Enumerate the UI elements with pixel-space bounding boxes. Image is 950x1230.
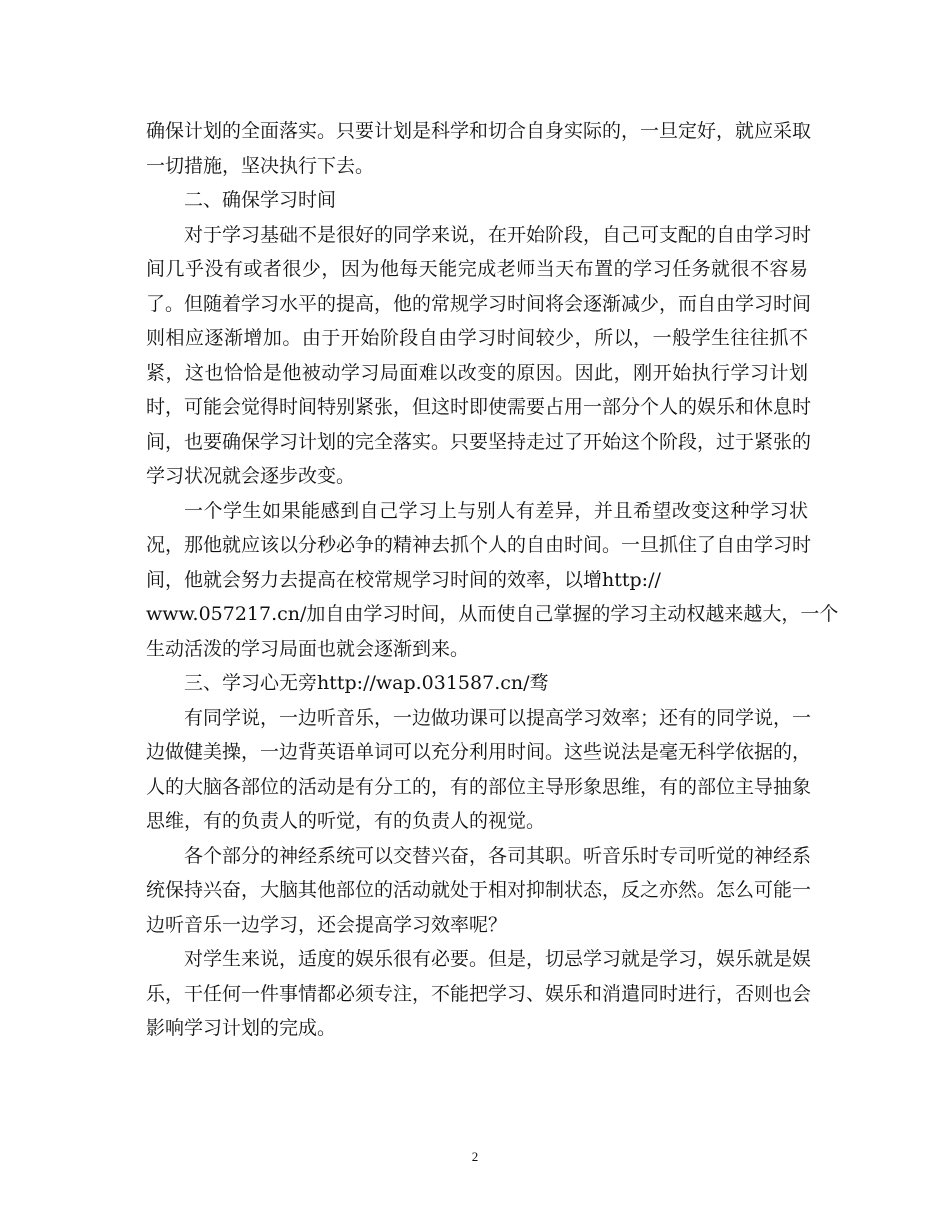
text-line: 间，他就会努力去提高在校常规学习时间的效率，以增http:// [146,568,661,591]
text-line: 了。但随着学习水平的提高，他的常规学习时间将会逐渐减少，而自由学习时间 [146,292,812,315]
text-line: 一切措施，坚决执行下去。 [146,154,375,177]
text-line: 确保计划的全面落实。只要计划是科学和切合自身实际的，一旦定好，就应采取 [146,120,812,142]
text-line: 各个部分的神经系统可以交替兴奋，各司其职。听音乐时专司听觉的神经系 [184,844,812,867]
text-line: 紧，这也恰恰是他被动学习局面难以改变的原因。因此，刚开始执行学习计划 [146,361,808,384]
text-line: 影响学习计划的完成。 [146,1017,337,1039]
text-line: 乐，干任何一件事情都必须专注，不能把学习、娱乐和消遣同时进行，否则也会 [146,982,812,1005]
text-line: www.057217.cn/加自由学习时间，从而使自己掌握的学习主动权越来越大，一个 [146,603,839,625]
text-line: 人的大脑各部位的活动是有分工的，有的部位主导形象思维，有的部位主导抽象 [146,775,812,798]
text-line: 生动活泼的学习局面也就会逐渐到来。 [146,637,470,660]
text-line: 对学生来说，适度的娱乐很有必要。但是，切忌学习就是学习，娱乐就是娱 [184,948,812,970]
text-line: 一个学生如果能感到自己学习上与别人有差异，并且希望改变这种学习状 [184,499,808,522]
text-line: 况，那他就应该以分秒必争的精神去抓个人的自由时间。一旦抓住了自由学习时 [146,534,812,556]
text-line: 学习状况就会逐步改变。 [146,465,356,487]
text-line: 间几乎没有或者很少，因为他每天能完成老师当天布置的学习任务就很不容易 [146,258,808,280]
text-line: 三、学习心无旁http://wap.031587.cn/骛 [184,672,549,694]
text-line: 有同学说，一边听音乐，一边做功课可以提高学习效率；还有的同学说，一 [184,706,812,729]
text-line: 思维，有的负责人的听觉，有的负责人的视觉。 [146,810,546,832]
page-number: 2 [471,1149,479,1164]
text-line: 统保持兴奋，大脑其他部位的活动就处于相对抑制状态，反之亦然。怎么可能一 [146,879,812,901]
text-line: 边听音乐一边学习，还会提高学习效率呢？ [146,913,508,936]
text-line: 时，可能会觉得时间特别紧张，但这时即使需要占用一部分个人的娱乐和休息时 [146,396,812,418]
text-line: 间，也要确保学习计划的完全落实。只要坚持走过了开始这个阶段，过于紧张的 [146,430,812,453]
text-line: 二、确保学习时间 [184,189,337,211]
text-line: 边做健美操，一边背英语单词可以充分利用时间。这些说法是毫无科学依据的， [146,741,812,763]
text-line: 则相应逐渐增加。由于开始阶段自由学习时间较少，所以，一般学生往往抓不 [146,327,808,349]
text-line: 对于学习基础不是很好的同学来说，在开始阶段，自己可支配的自由学习时 [184,223,812,246]
document-body [146,114,839,1046]
